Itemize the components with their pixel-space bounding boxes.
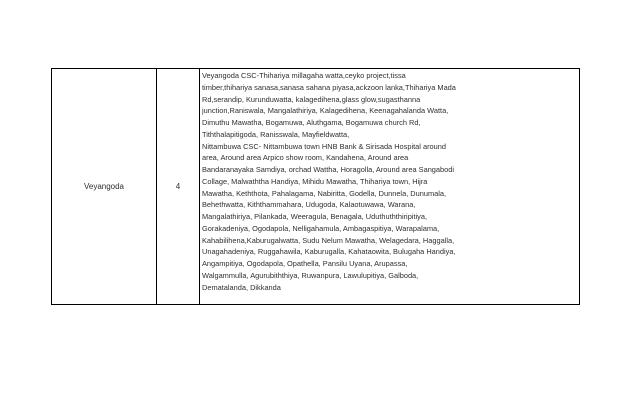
locations-line: Dimuthu Mawatha, Bogamuwa, Aluthgama, Bogamuwa church Rd, <box>202 118 421 127</box>
locations-line: junction,Raniswala, Mangalathiriya, Kalagedihena, Keenagahalanda Watta, <box>202 106 449 116</box>
table-row <box>52 69 580 305</box>
locations-line: Gorakadeniya, Ogodapola, Nelligahamula, Ambagaspitiya, Warapalama, <box>202 223 440 233</box>
locations-line: Angampitiya, Ogodapola, Opathella, Pansilu Uyana, Arupassa, <box>202 259 408 268</box>
locations-line: Dematalanda, Dikkanda <box>202 282 281 292</box>
count-cell: 4 <box>157 69 200 305</box>
locations-line: Bandaranayaka Samdiya, orchad Wattha, Horagolla, Around area Sangabodi <box>202 165 454 174</box>
locations-line: Rd,serandip, Kurunduwatta, kalagedihena,glass glow,sugasthanna <box>202 94 421 104</box>
locations-line: Behethwatta, Kiththammahara, Udugoda, Kalaotuwawa, Warana, <box>202 200 416 210</box>
locations-cell <box>200 69 580 305</box>
locations-line: Veyangoda CSC-Thihariya millagaha watta,ceyko project,tissa <box>202 71 406 80</box>
locations-line: Nittambuwa CSC- Nittambuwa town HNB Bank & Sirisada Hospital around <box>202 141 446 151</box>
locations-line: area, Around area Arpico show room, Kandahena, Around area <box>202 153 409 163</box>
locations-line: Unagahadeniya, Ruggahawila, Kaburugalla, Kahataowita, Bulugaha Handiya, <box>202 247 456 257</box>
area-name-cell: Veyangoda <box>52 69 157 305</box>
locations-line: Mawatha, Keththota, Pahalagama, Nabiritta, Godella, Dunnela, Dunumala, <box>202 188 447 198</box>
locations-line: timber,thihariya sanasa,sanasa sahana piyasa,ackzoon lanka,Thihariya Mada <box>202 82 456 92</box>
locations-line: Collage, Malwaththa Handiya, Mihidu Mawatha, Thihariya town, Hijra <box>202 176 428 186</box>
locations-line: Mangalathiriya, Pilankada, Weeragula, Benagala, Uduthuththiripitiya, <box>202 212 428 221</box>
locations-line: Walgammulla, Agurubiththiya, Ruwanpura, Lawulupitiya, Galboda, <box>202 270 419 280</box>
locations-line: Kahabilihena,Kaburugalwatta, Sudu Nelum Mawatha, Welagedara, Haggalla, <box>202 235 455 245</box>
area-table <box>51 68 580 305</box>
locations-line: Tiththalapitigoda, Ranisswala, Mayfieldwatta, <box>202 129 350 139</box>
